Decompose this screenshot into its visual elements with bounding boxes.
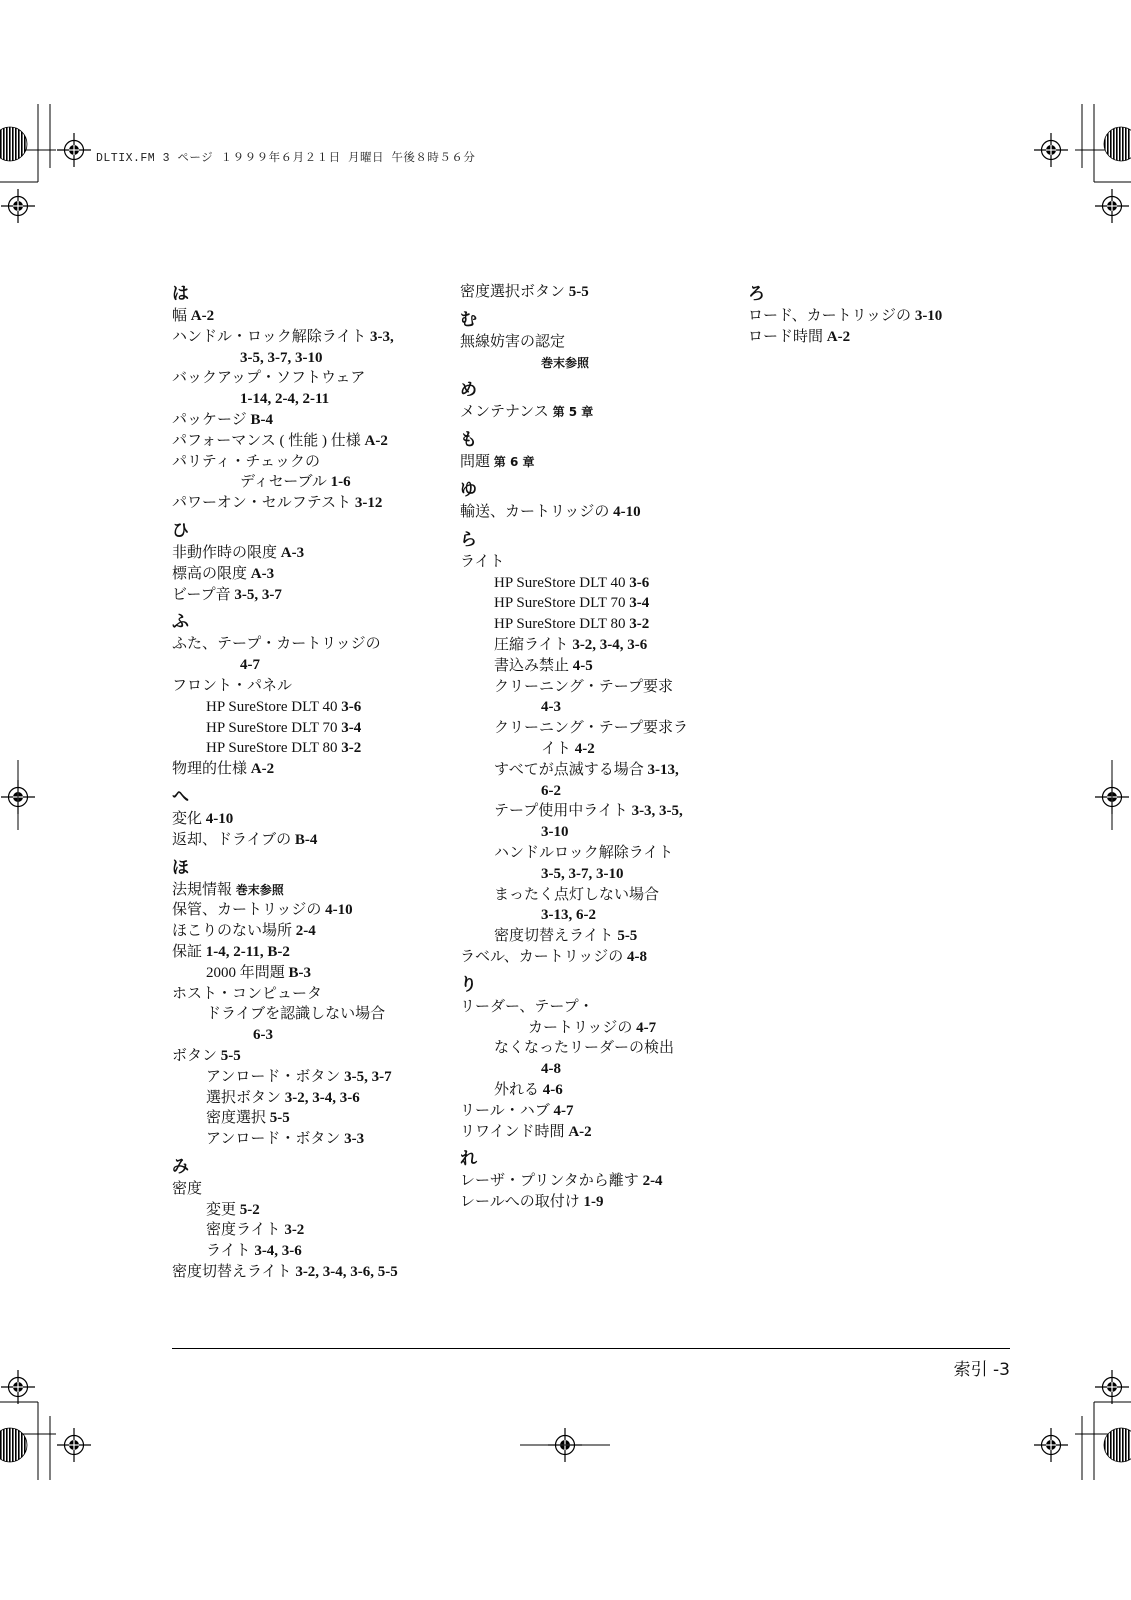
index-column-1 xyxy=(172,282,447,1283)
index-entry xyxy=(172,1088,447,1109)
entry-term: レーザ・プリンタから離す xyxy=(460,1173,643,1190)
index-entry xyxy=(460,573,735,594)
page-reference: 3-2 xyxy=(341,740,362,757)
page-reference: 5-5 xyxy=(617,928,638,945)
entry-term: なくなったリーダーの検出 xyxy=(494,1040,675,1057)
entry-term: ボタン xyxy=(172,1047,221,1064)
index-entry xyxy=(460,1018,735,1039)
entry-term: アンロード・ボタン xyxy=(206,1131,345,1148)
entry-term: クリーニング・テープ要求ラ xyxy=(494,720,688,737)
index-entry xyxy=(460,801,735,822)
entry-term: 変更 xyxy=(206,1201,240,1218)
entry-term: 法規情報 xyxy=(172,881,236,898)
index-entry xyxy=(172,634,447,655)
entry-term: ライト xyxy=(460,553,505,570)
index-entry xyxy=(172,880,447,901)
index-entry xyxy=(172,759,447,780)
index-entry xyxy=(172,1179,447,1200)
entry-term: 密度選択 xyxy=(206,1110,270,1127)
page-reference: A-2 xyxy=(364,432,388,449)
entry-term: ロード、カートリッジの xyxy=(748,308,915,324)
index-entry xyxy=(460,452,735,473)
page-reference: 3-3, xyxy=(370,328,394,345)
page-reference: 3-5, 3-7, 3-10 xyxy=(541,865,624,882)
entry-term: 無線妨害の認定 xyxy=(460,333,566,350)
index-entry xyxy=(172,921,447,942)
index-entry xyxy=(172,963,447,984)
index-entry xyxy=(172,1129,447,1150)
index-entry xyxy=(460,997,735,1018)
entry-term: パフォーマンス ( 性能 ) 仕様 xyxy=(172,432,365,449)
page-reference: A-3 xyxy=(280,544,305,561)
index-entry xyxy=(460,1080,735,1101)
index-entry xyxy=(460,552,735,573)
page-reference: 4-10 xyxy=(205,810,234,827)
index-entry xyxy=(172,1067,447,1088)
index-entry xyxy=(172,809,447,830)
index-entry xyxy=(172,676,447,697)
entry-term: 幅 xyxy=(172,308,191,324)
index-entry xyxy=(460,1101,735,1122)
entry-term: フロント・パネル xyxy=(172,677,293,694)
page-reference: 2-4 xyxy=(642,1173,663,1190)
index-entry xyxy=(460,593,735,614)
entry-term: パリティ・チェックの xyxy=(172,453,321,470)
section-heading: り xyxy=(460,974,477,995)
index-entry xyxy=(460,656,735,677)
index-entry xyxy=(172,452,447,473)
entry-term: イト xyxy=(541,740,575,757)
index-entry xyxy=(460,905,735,926)
entry-term: ディセーブル xyxy=(240,474,331,491)
index-entry xyxy=(172,431,447,452)
entry-term: ロード時間 xyxy=(748,328,827,345)
entry-term: ほこりのない場所 xyxy=(172,923,296,940)
entry-term: ライト xyxy=(206,1243,255,1260)
entry-term: 外れる xyxy=(494,1081,543,1098)
page-reference: 1-4, 2-11, B-2 xyxy=(205,943,290,960)
index-entry xyxy=(460,614,735,635)
entry-term: バックアップ・ソフトウェア xyxy=(172,370,366,387)
index-entry xyxy=(460,760,735,781)
page-reference: 6-3 xyxy=(253,1027,273,1044)
entry-term: 密度ライト xyxy=(206,1222,285,1239)
page-reference: 3-10 xyxy=(914,308,943,324)
index-entry xyxy=(172,348,447,369)
page-reference: 4-10 xyxy=(613,503,641,520)
index-entry xyxy=(172,472,447,493)
entry-term: メンテナンス xyxy=(460,404,553,421)
page-reference: A-2 xyxy=(250,761,275,778)
page-reference: A-2 xyxy=(190,308,215,324)
page-reference: 4-3 xyxy=(541,699,561,716)
page-reference: 3-6 xyxy=(629,574,650,591)
section-heading: む xyxy=(460,309,477,330)
page-reference: 4-10 xyxy=(325,902,353,919)
page-reference: 3-6 xyxy=(341,698,362,715)
index-entry xyxy=(460,864,735,885)
page-reference: 4-6 xyxy=(542,1081,563,1098)
index-entry xyxy=(460,718,735,739)
page-reference: 3-13, xyxy=(647,761,679,778)
index-entry xyxy=(460,843,735,864)
index-entry xyxy=(172,984,447,1005)
index-entry xyxy=(460,677,735,698)
index-entry xyxy=(460,926,735,947)
index-entry xyxy=(172,1004,447,1025)
page-reference: 3-5, 3-7 xyxy=(234,586,282,603)
section-heading: ろ xyxy=(748,284,765,304)
index-entry xyxy=(172,368,447,389)
entry-term: アンロード・ボタン xyxy=(206,1068,345,1085)
page-reference: A-2 xyxy=(568,1123,592,1140)
index-entry xyxy=(460,635,735,656)
page-reference: 5-5 xyxy=(269,1110,290,1127)
page-reference: 3-2 xyxy=(629,616,650,633)
page-reference: 3-10 xyxy=(541,824,569,841)
index-entry xyxy=(460,402,735,423)
page-reference: 2-4 xyxy=(295,923,316,940)
page-reference: 1-14, 2-4, 2-11 xyxy=(240,391,330,408)
index-entry xyxy=(172,1220,447,1241)
page-reference: 1-9 xyxy=(583,1194,604,1211)
page-reference: 4-8 xyxy=(626,948,647,965)
index-entry xyxy=(172,1262,447,1283)
page-reference: 3-2, 3-4, 3-6 xyxy=(572,636,648,653)
entry-term: リーダー、テープ・ xyxy=(460,998,594,1015)
entry-term: HP SureStore DLT 80 xyxy=(494,616,630,633)
page-reference: 第 6 章 xyxy=(493,455,535,470)
entry-term: 保証 xyxy=(172,943,206,960)
entry-term: HP SureStore DLT 70 xyxy=(494,595,630,612)
page-reference: 4-8 xyxy=(541,1061,561,1078)
section-heading: ひ xyxy=(172,520,189,541)
entry-term: 返却、ドライブの xyxy=(172,831,295,848)
section-heading: は xyxy=(172,284,189,304)
entry-term: テープ使用中ライト xyxy=(494,803,632,820)
index-entry xyxy=(172,1241,447,1262)
entry-term: 密度 xyxy=(172,1180,203,1197)
entry-term: カートリッジの xyxy=(528,1019,637,1036)
page-reference: 3-13, 6-2 xyxy=(541,907,596,924)
index-entry xyxy=(460,502,735,523)
entry-term: 非動作時の限度 xyxy=(172,544,281,561)
index-entry xyxy=(460,1192,735,1213)
page-reference: 3-2 xyxy=(284,1222,305,1239)
index-entry xyxy=(172,564,447,585)
entry-term: ハンドルロック解除ライト xyxy=(494,844,674,861)
page-reference: 4-5 xyxy=(572,657,593,674)
entry-term: 輸送、カートリッジの xyxy=(460,503,614,520)
entry-term: 問題 xyxy=(460,454,494,471)
index-entry xyxy=(460,332,735,353)
index-entry xyxy=(172,942,447,963)
index-entry xyxy=(172,900,447,921)
page-reference: 3-12 xyxy=(354,495,383,512)
index-entry xyxy=(460,822,735,843)
index-entry xyxy=(172,389,447,410)
index-entry xyxy=(172,718,447,739)
index-entry xyxy=(460,739,735,760)
entry-term: リール・ハブ xyxy=(460,1102,554,1119)
index-entry xyxy=(460,885,735,906)
index-entry xyxy=(460,781,735,802)
page-reference: 3-4 xyxy=(629,595,650,612)
page-reference: 6-2 xyxy=(541,782,561,799)
page-reference: 5-5 xyxy=(568,284,589,300)
entry-term: 密度選択ボタン xyxy=(460,284,569,300)
entry-term: 密度切替えライト xyxy=(494,928,618,945)
entry-term: 保管、カートリッジの xyxy=(172,902,326,919)
index-entry xyxy=(172,1046,447,1067)
entry-term: すべてが点滅する場合 xyxy=(494,761,648,778)
index-entry xyxy=(172,306,447,327)
index-entry xyxy=(172,410,447,431)
page-reference: 3-2, 3-4, 3-6 xyxy=(284,1089,360,1106)
page-reference: 4-7 xyxy=(636,1019,657,1036)
page-reference: 3-3 xyxy=(344,1131,365,1148)
index-entry xyxy=(748,327,1023,348)
page-reference: 4-7 xyxy=(240,657,260,674)
section-heading: み xyxy=(172,1156,189,1177)
page-reference: 巻末参照 xyxy=(541,355,590,370)
index-entry xyxy=(172,655,447,676)
entry-term: 選択ボタン xyxy=(206,1089,285,1106)
index-entry xyxy=(172,697,447,718)
index-column-3 xyxy=(748,282,1023,348)
page-reference: 4-7 xyxy=(553,1102,574,1119)
index-entry xyxy=(460,1171,735,1192)
section-heading: ほ xyxy=(172,857,189,878)
entry-term: 2000 年問題 xyxy=(206,964,289,981)
footer-rule xyxy=(172,1348,1010,1349)
page-reference: B-4 xyxy=(250,411,273,428)
page-reference: 3-4, 3-6 xyxy=(254,1243,302,1260)
page-reference: A-3 xyxy=(250,565,275,582)
entry-term: パワーオン・セルフテスト xyxy=(172,495,355,512)
entry-term: リワインド時間 xyxy=(460,1123,569,1140)
entry-term: ドライブを認識しない場合 xyxy=(206,1006,386,1023)
index-entry xyxy=(172,327,447,348)
index-entry xyxy=(460,1038,735,1059)
section-heading: ら xyxy=(460,529,477,550)
index-entry xyxy=(172,585,447,606)
page-reference: 巻末参照 xyxy=(235,882,284,897)
page-number: 索引 -3 xyxy=(953,1360,1010,1380)
entry-term: 標高の限度 xyxy=(172,565,251,582)
page-reference: 1-6 xyxy=(330,474,351,491)
entry-term: 物理的仕様 xyxy=(172,761,251,778)
entry-term: 圧縮ライト xyxy=(494,636,573,653)
entry-term: まったく点灯しない場合 xyxy=(494,886,660,903)
index-entry xyxy=(460,1122,735,1143)
section-heading: ゆ xyxy=(460,479,477,500)
section-heading: へ xyxy=(172,786,189,807)
entry-term: ハンドル・ロック解除ライト xyxy=(172,328,371,345)
index-entry xyxy=(172,493,447,514)
entry-term: ホスト・コンピュータ xyxy=(172,985,323,1002)
entry-term: ふた、テープ・カートリッジの xyxy=(172,636,381,653)
entry-term: クリーニング・テープ要求 xyxy=(494,678,673,695)
file-header: DLTIX.FM 3 ページ １９９９年６月２１日 月曜日 午後８時５６分 xyxy=(96,152,476,165)
entry-term: HP SureStore DLT 80 xyxy=(206,740,342,757)
page-reference: 3-5, 3-7, 3-10 xyxy=(240,349,323,366)
entry-term: ラベル、カートリッジの xyxy=(460,948,627,965)
index-entry xyxy=(172,830,447,851)
entry-term: パッケージ xyxy=(172,411,251,428)
entry-term: レールへの取付け xyxy=(460,1194,584,1211)
index-entry xyxy=(172,543,447,564)
section-heading: も xyxy=(460,430,477,451)
index-entry xyxy=(460,1059,735,1080)
page-reference: 3-4 xyxy=(341,719,362,736)
index-entry xyxy=(460,947,735,968)
index-entry xyxy=(460,282,735,303)
index-entry xyxy=(172,1025,447,1046)
page-reference: 3-5, 3-7 xyxy=(344,1068,392,1085)
entry-term: ビープ音 xyxy=(172,586,235,603)
entry-term: HP SureStore DLT 40 xyxy=(206,698,342,715)
page-reference: 5-5 xyxy=(220,1047,241,1064)
index-entry xyxy=(460,353,735,374)
page-reference: 4-2 xyxy=(574,740,595,757)
index-entry xyxy=(748,306,1023,327)
index-entry xyxy=(172,1200,447,1221)
section-heading: め xyxy=(460,380,477,401)
page-reference: 3-3, 3-5, xyxy=(631,803,683,820)
entry-term: 密度切替えライト xyxy=(172,1264,296,1281)
index-entry xyxy=(460,697,735,718)
index-entry xyxy=(172,1108,447,1129)
page-reference: 第 5 章 xyxy=(552,405,594,420)
entry-term: HP SureStore DLT 40 xyxy=(494,574,630,591)
entry-term: HP SureStore DLT 70 xyxy=(206,719,342,736)
page-reference: B-3 xyxy=(288,964,312,981)
entry-term: 書込み禁止 xyxy=(494,657,573,674)
index-column-2 xyxy=(460,282,735,1213)
entry-term: 変化 xyxy=(172,810,206,827)
page-reference: 3-2, 3-4, 3-6, 5-5 xyxy=(295,1264,398,1281)
index-entry xyxy=(172,738,447,759)
section-heading: ふ xyxy=(172,612,189,633)
page-reference: B-4 xyxy=(294,831,318,848)
section-heading: れ xyxy=(460,1149,477,1170)
page-reference: 5-2 xyxy=(239,1201,260,1218)
page-reference: A-2 xyxy=(826,328,851,345)
